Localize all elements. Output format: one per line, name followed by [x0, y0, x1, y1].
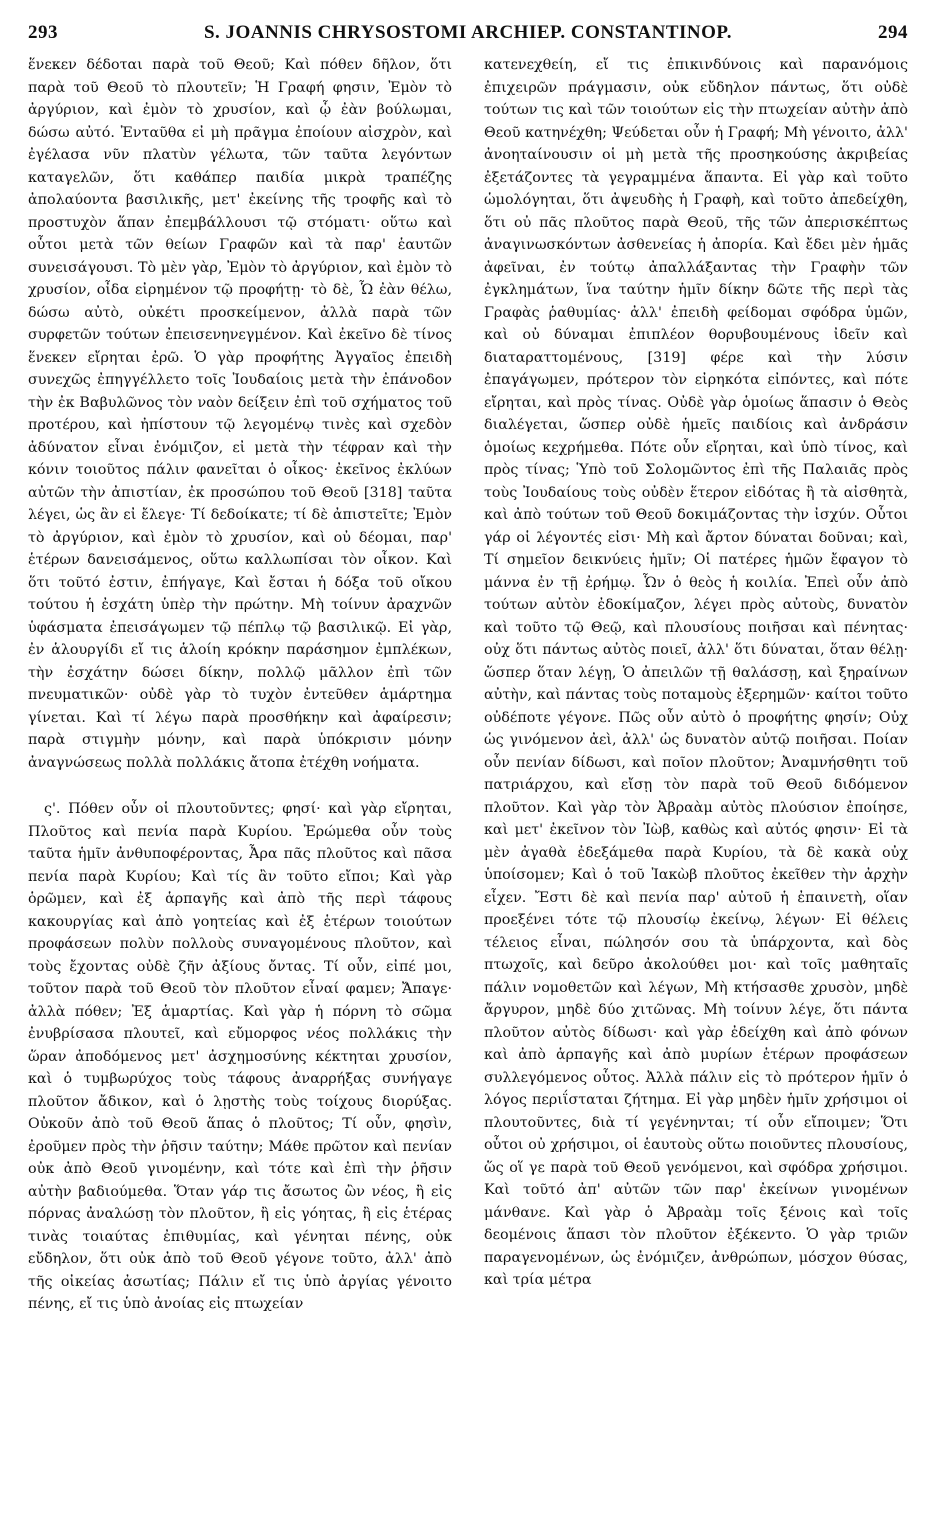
text-columns — [28, 54, 908, 1316]
section-paragraph: ς'. Πόθεν οὖν οἱ πλουτοῦντες; φησί· καὶ γὰρ εἴρηται, Πλοῦτος καὶ πενία παρὰ Κυρίου. Ἐρώμεθα οὖν τοὺς ταῦτα ἡμῖν ἀνθυποφέροντας, Ἆρα πᾶς πλοῦτος καὶ πᾶσα πενία παρὰ Κυρίου; Καὶ τίς ἂν τοῦτο εἴποι; Καὶ γὰρ ὁρῶμεν, καὶ ἐξ ἁρπαγῆς καὶ ἀπὸ τῆς περὶ τάφους κακουργίας καὶ ἀπὸ γοητείας καὶ ἐξ ἑτέρων τοιούτων προφάσεων πολὺν πολλοὺς συναγομένους πλοῦτον, καὶ τοὺς ἔχοντας οὐδὲ ζῆν ἀξίους ὄντας. Τί οὖν, εἰπέ μοι, τοῦτον παρὰ τοῦ Θεοῦ τὸν πλοῦτον εἶναί φαμεν; Ἄπαγε· ἀλλὰ πόθεν; Ἐξ ἁμαρτίας. Καὶ γὰρ ἡ πόρνη τὸ σῶμα ἐνυβρίσασα πλουτεῖ, καὶ εὔμορφος νέος πολλάκις τὴν ὥραν ἀποδόμενος μετ' ἀσχημοσύνης κέκτηται χρυσίον, καὶ ὁ τυμβωρύχος τοὺς τάφους ἀναρρήξας συνήγαγε πλοῦτον ἄδικον, καὶ ὁ λῃστὴς τοὺς τοίχους διορύξας. Οὐκοῦν ἀπὸ τοῦ Θεοῦ ἅπας ὁ πλοῦτος; Τί οὖν, φησὶν, ἐροῦμεν πρὸς τὴν ῥῆσιν ταύτην; Μάθε πρῶτον καὶ πενίαν οὐκ ἀπὸ Θεοῦ γινομένην, καὶ τότε καὶ ἐπὶ τὴν ῥῆσιν αὐτὴν βαδιούμεθα. Ὅταν γάρ τις ἄσωτος ὢν νέος, ἢ εἰς πόρνας ἀναλώσῃ τὸν πλοῦτον, ἢ εἰς γόητας, ἢ εἰς ἑτέρας τινὰς τοιαύτας ἐπιθυμίας, καὶ γένηται πένης, οὐκ εὔδηλον, ὅτι οὐκ ἀπὸ τοῦ Θεοῦ γέγονε τοῦτο, ἀλλ' ἀπὸ τῆς οἰκείας ἀσωτίας; Πάλιν εἴ τις ὑπὸ ἀργίας γένοιτο πένης, εἴ τις ὑπὸ ἀνοίας εἰς πτωχείαν — [28, 801, 452, 1312]
paragraph: κατενεχθείη, εἴ τις ἐπικινδύνοις καὶ παρανόμοις ἐπιχειρῶν πράγμασιν, οὐκ εὔδηλον πάντως, ὅτι οὐδὲ τούτων τις καὶ τῶν τοιούτων εἰς τὴν πτωχείαν αὐτὴν ἀπὸ Θεοῦ κατηνέχθη; Ψεύδεται οὖν ἡ Γραφή; Μὴ γένοιτο, ἀλλ' ἀνοηταίνουσιν οἱ μὴ μετὰ τῆς προσηκούσης ἀκριβείας ἐξετάζοντες τὰ γεγραμμένα ἅπαντα. Εἰ γὰρ καὶ τοῦτο ὡμολόγηται, ὅτι ἀψευδὴς ἡ Γραφὴ, καὶ τοῦτο ἀπεδείχθη, ὅτι οὐ πᾶς πλοῦτος παρὰ Θεοῦ, τῆς τῶν ἀπερισκέπτως ἀναγινωσκόντων ἀσθενείας ἡ ἀπορία. Καὶ ἔδει μὲν ἡμᾶς ἀφεῖναι, ἐν τούτῳ ἀπαλλάξαντας τὴν Γραφὴν τῶν ἐγκλημάτων, ἵνα ταύτην ἡμῖν δίκην δῶτε τῆς περὶ τὰς Γραφὰς ῥαθυμίας· ἀλλ' ἐπειδὴ φείδομαι σφόδρα ὑμῶν, καὶ οὐ δύναμαι ἐπιπλέον θορυβουμένους ἰδεῖν καὶ διαταραττομένους, [319] φέρε καὶ τὴν λύσιν ἐπαγάγωμεν, πρότερον τὸν εἰρηκότα εἰπόντες, καὶ πότε εἴρηται, καὶ πρὸς τίνας. Οὐδὲ γὰρ ὁμοίως ἅπασιν ὁ Θεὸς διαλέγεται, ὥσπερ οὐδὲ ἡμεῖς παιδίοις καὶ ἀνδράσιν ὁμοίως κεχρήμεθα. Πότε οὖν εἴρηται, καὶ ὑπὸ τίνος, καὶ πρὸς τίνας; Ὑπὸ τοῦ Σολομῶντος ἐπὶ τῆς Παλαιᾶς πρὸς τοὺς Ἰουδαίους τοὺς οὐδὲν ἕτερον εἰδότας ἢ τὰ αἰσθητὰ, καὶ ἀπὸ τούτων τοῦ Θεοῦ δοκιμάζοντας τὴν ἰσχύν. Οὗτοι γάρ οἱ λέγοντές εἰσι· Μὴ καὶ ἄρτον δύναται δοῦναι; καὶ, Τί σημεῖον δεικνύεις ἡμῖν; Οἱ πατέρες ἡμῶν ἔφαγον τὸ μάννα ἐν τῇ ἐρήμῳ. Ὧν ὁ θεὸς ἡ κοιλία. Ἐπεὶ οὖν ἀπὸ τούτων αὐτὸν ἐδοκίμαζον, λέγει πρὸς αὐτοὺς, δυνατὸν καὶ τοῦτο τῷ Θεῷ, καὶ πλουσίους ποιῆσαι καὶ πένητας· οὐχ ὅτι πάντως αὐτὸς ποιεῖ, ἀλλ' ὅτι δύναται, ὅταν θέλῃ· ὥσπερ ὅταν λέγῃ, Ὁ ἀπειλῶν τῇ θαλάσσῃ, καὶ ξηραίνων αὐτὴν, καὶ πάντας τοὺς ποταμοὺς ἐξερημῶν· καίτοι τοῦτο οὐδέποτε γέγονε. Πῶς οὖν αὐτὸ ὁ προφήτης φησίν; Οὐχ ὡς γινόμενον ἀεὶ, ἀλλ' ὡς δυνατὸν αὐτῷ ποιῆσαι. Ποίαν οὖν πενίαν δίδωσι, καὶ ποῖον πλοῦτον; Ἀναμνήσθητι τοῦ πατριάρχου, καὶ εἴσῃ τὸν παρὰ τοῦ Θεοῦ διδόμενον πλοῦτον. Καὶ γὰρ τὸν Ἀβραὰμ αὐτὸς πλούσιον ἐποίησε, καὶ μετ' ἐκεῖνον τὸν Ἰὼβ, καθὼς καὶ αὐτός φησιν· Εἰ τὰ μὲν ἀγαθὰ ἐδεξάμεθα παρὰ Κυρίου, τὰ δὲ κακὰ οὐχ ὑποίσομεν; Καὶ ὁ τοῦ Ἰακὼβ πλοῦτος ἐκεῖθεν τὴν ἀρχὴν εἶχεν. Ἔστι δὲ καὶ πενία παρ' αὐτοῦ ἡ ἐπαινετὴ, οἵαν προεξένει τότε τῷ πλουσίῳ ἐκείνῳ, λέγων· Εἰ θέλεις τέλειος εἶναι, πώλησόν σου τὰ ὑπάρχοντα, καὶ δὸς πτωχοῖς, καὶ δεῦρο ἀκολούθει μοι· καὶ τοῖς μαθηταῖς πάλιν νομοθετῶν καὶ λέγων, Μὴ κτήσασθε χρυσὸν, μηδὲ ἄργυρον, μηδὲ δύο χιτῶνας. Μὴ τοίνυν λέγε, ὅτι πάντα πλοῦτον αὐτὸς δίδωσι· καὶ γὰρ ἐδείχθη καὶ ἀπὸ φόνων καὶ ἀπὸ ἁρπαγῆς καὶ ἀπὸ μυρίων ἑτέρων προφάσεων συλλεγόμενος οὗτος. Ἀλλὰ πάλιν εἰς τὸ πρότερον ἡμῖν ὁ λόγος περιΐσταται ζήτημα. Εἰ γὰρ μηδὲν ἡμῖν χρήσιμοι οἱ πλουτοῦντες, διὰ τί γεγένηνται; τί οὖν εἴποιμεν; Ὅτι οὗτοι οὐ χρήσιμοι, οἱ ἑαυτοὺς οὕτω ποιοῦντες πλουσίους, ὥς οἵ γε παρὰ τοῦ Θεοῦ γενόμενοι, καὶ σφόδρα χρήσιμοι. Καὶ τοῦτό ἀπ' αὐτῶν τῶν παρ' ἐκείνων γινομένων μάνθανε. Καὶ γὰρ ὁ Ἀβραὰμ τοῖς ξένοις καὶ τοῖς δεομένοις ἅπασι τὸν πλοῦτον ἐξέκεντο. Ὁ γὰρ τριῶν παραγενομένων, ὡς ἐνόμιζεν, ἀνθρώπων, μόσχον θύσας, καὶ τρία μέτρα — [484, 57, 908, 1288]
paragraph: ἕνεκεν δέδοται παρὰ τοῦ Θεοῦ; Καὶ πόθεν δῆλον, ὅτι παρὰ τοῦ Θεοῦ τὸ πλουτεῖν; Ἡ Γραφή φησιν, Ἐμὸν τὸ ἀργύριον, καὶ ἐμὸν τὸ χρυσίον, καὶ ᾧ ἐὰν βούλωμαι, δώσω αὐτό. Ἐνταῦθα εἰ μὴ πρᾶγμα ἐποίουν αἰσχρὸν, καὶ ἐγέλασα νῦν πλατὺν γέλωτα, τῶν ταῦτα λεγόντων καταγελῶν, ὅτι καθάπερ παιδία μικρὰ τραπέζης ἀπολαύοντα βασιλικῆς, μετ' ἐκείνης τῆς τροφῆς καὶ τὸ προστυχὸν ἅπαν ἐπεμβάλλουσι τῷ στόματι· οὕτω καὶ οὗτοι μετὰ τῶν θείων Γραφῶν καὶ τὰ παρ' ἑαυτῶν συνεισάγουσι. Τὸ μὲν γὰρ, Ἐμὸν τὸ ἀργύριον, καὶ ἐμὸν τὸ χρυσίον, οἶδα εἰρημένον τῷ προφήτῃ· τὸ δὲ, Ὧ ἐὰν θέλω, δώσω αὐτὸ, οὐκέτι προσκείμενον, ἀλλὰ παρὰ τῶν συρφετῶν τούτων ἐπεισενηνεγμένον. Καὶ ἐκεῖνο δὲ τίνος ἕνεκεν εἴρηται ἐρῶ. Ὁ γὰρ προφήτης Ἀγγαῖος ἐπειδὴ συνεχῶς ἐπηγγέλλετο τοῖς Ἰουδαίοις μετὰ τὴν ἐπάνοδον τὴν ἐκ Βαβυλῶνος τὸν ναὸν δείξειν ἐπὶ τοῦ σχήματος τοῦ προτέρου, καὶ ἠπίστουν τῷ λεγομένῳ τινὲς καὶ σχεδὸν ἀδύνατον εἶναι ἐνόμιζον, εἰ μετὰ τὴν τέφραν καὶ τὴν κόνιν τοιοῦτος πάλιν φανεῖται ὁ οἶκος· ἐκεῖνος ἐκλύων αὐτῶν τὴν ἀπιστίαν, ἐκ προσώπου τοῦ Θεοῦ [318] ταῦτα λέγει, ὡς ἂν εἰ ἔλεγε· Τί δεδοίκατε; τί δὲ ἀπιστεῖτε; Ἐμὸν τὸ ἀργύριον, καὶ ἐμὸν τὸ χρυσίον, καὶ οὐ δέομαι, παρ' ἑτέρων δανεισάμενος, οὕτω καλλωπίσαι τὸν οἶκον. Καὶ ὅτι τοῦτό ἐστιν, ἐπήγαγε, Καὶ ἔσται ἡ δόξα τοῦ οἴκου τούτου ἡ ἐσχάτη ὑπὲρ τὴν πρώτην. Μὴ τοίνυν ἀραχνῶν ὑφάσματα ἐπεισάγωμεν τῷ πέπλῳ τῷ βασιλικῷ. Εἰ γὰρ, ἐν ἁλουργίδι εἴ τις ἁλοίη κρόκην παράσημον ἐμπλέκων, τὴν ἐσχάτην δώσει δίκην, πολλῷ μᾶλλον ἐπὶ τῶν πνευματικῶν· οὐδὲ γὰρ τὸ τυχὸν ἐντεῦθεν ἁμάρτημα γίνεται. Καὶ τί λέγω παρὰ προσθήκην καὶ ἀφαίρεσιν; παρὰ στιγμὴν μόνην, καὶ παρὰ ὑπόκρισιν μόνην ἀναγνώσεως πολλὰ πολλάκις ἄτοπα ἐτέχθη νοήματα. — [28, 57, 452, 771]
running-title: S. JOANNIS CHRYSOSTOMI ARCHIEP. CONSTANTINOP. — [203, 22, 733, 43]
running-header — [28, 22, 908, 50]
right-column — [484, 54, 908, 1316]
left-column — [28, 54, 452, 1316]
page-number-left: 293 — [28, 22, 58, 43]
page-number-right: 294 — [878, 22, 908, 43]
